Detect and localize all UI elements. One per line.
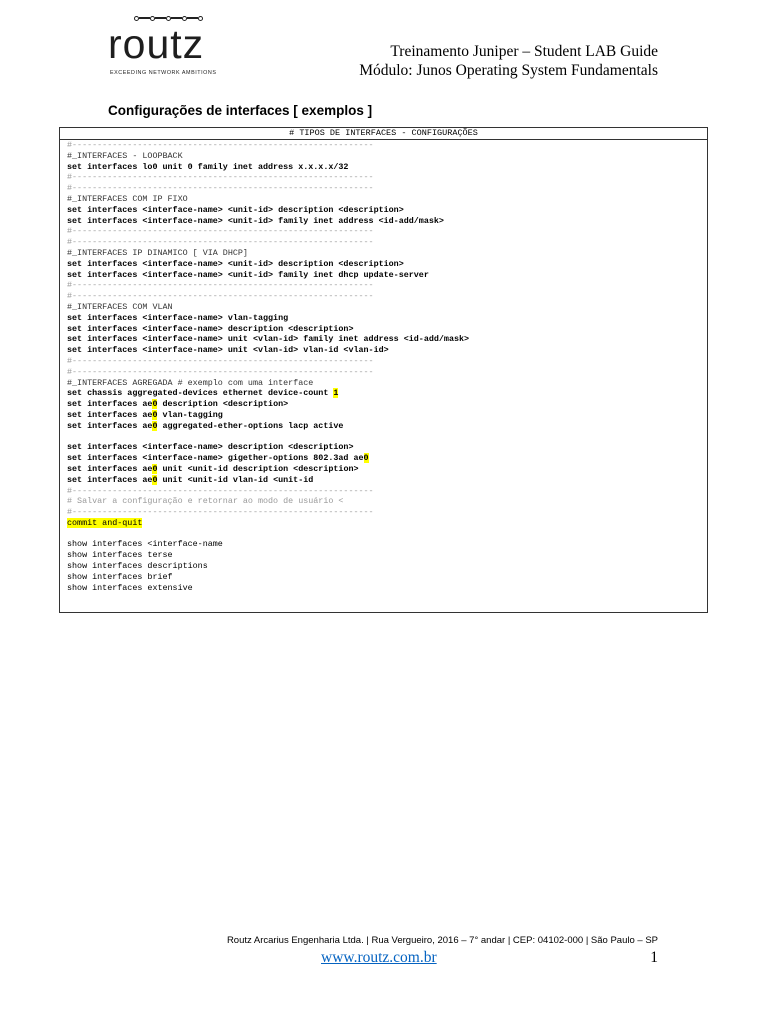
command-text: unit <unit-id vlan-id <unit-id bbox=[157, 474, 314, 485]
separator-line: #------------------------------------------------------------ bbox=[67, 507, 374, 518]
highlighted-value: 0 bbox=[152, 474, 158, 485]
code-command: set interfaces <interface-name> <unit-id> family inet address <id-add/mask> bbox=[67, 215, 444, 226]
code-listing bbox=[59, 127, 708, 613]
separator-line: #------------------------------------------------------------ bbox=[67, 140, 374, 150]
code-comment: #_INTERFACES AGREGADA # exemplo com uma interface bbox=[67, 377, 314, 388]
code-command: set interfaces <interface-name> unit <vlan-id> vlan-id <vlan-id> bbox=[67, 345, 389, 356]
footer-address: Routz Arcarius Engenharia Ltda. | Rua Vergueiro, 2016 – 7° andar | CEP: 04102-000 | São Paulo – SP bbox=[226, 935, 658, 946]
command-text: set interfaces ae bbox=[67, 463, 153, 474]
highlighted-value: 0 bbox=[152, 399, 158, 410]
code-comment: #_INTERFACES COM IP FIXO bbox=[67, 193, 188, 204]
show-command: show interfaces brief bbox=[67, 571, 173, 582]
highlighted-value: 0 bbox=[152, 409, 158, 420]
code-command: set interfaces <interface-name> <unit-id> description <description> bbox=[67, 204, 404, 215]
command-text: set interfaces <interface-name> gigether-options 802.3ad ae bbox=[67, 453, 364, 464]
command-text: set interfaces ae bbox=[67, 399, 153, 410]
show-command: show interfaces descriptions bbox=[67, 561, 208, 572]
website-link[interactable]: www.routz.com.br bbox=[321, 949, 437, 966]
code-comment: #_INTERFACES IP DINAMICO [ VIA DHCP] bbox=[67, 247, 248, 258]
code-command bbox=[67, 410, 707, 421]
code-listing-header: # TIPOS DE INTERFACES - CONFIGURAÇÕES bbox=[60, 128, 707, 140]
separator-line: #------------------------------------------------------------ bbox=[67, 237, 374, 248]
blank-line bbox=[67, 432, 707, 443]
header-line-1: Treinamento Juniper – Student LAB Guide bbox=[390, 43, 658, 60]
code-command bbox=[67, 475, 707, 486]
separator-line: #------------------------------------------------------------ bbox=[67, 172, 374, 183]
separator-line: #------------------------------------------------------------ bbox=[67, 485, 374, 496]
page-number: 1 bbox=[650, 949, 658, 966]
section-title: Configurações de interfaces [ exemplos ] bbox=[108, 103, 373, 118]
code-command bbox=[67, 464, 707, 475]
command-text: description <description> bbox=[157, 399, 289, 410]
code-comment: #_INTERFACES - LOOPBACK bbox=[67, 150, 183, 161]
code-command: set interfaces lo0 unit 0 family inet address x.x.x.x/32 bbox=[67, 161, 349, 172]
blank-line bbox=[67, 529, 707, 540]
highlighted-value: 0 bbox=[152, 463, 158, 474]
document-header bbox=[359, 42, 658, 80]
command-text: unit <unit-id description <description> bbox=[157, 463, 359, 474]
separator-line: #------------------------------------------------------------ bbox=[67, 291, 374, 302]
show-command: show interfaces terse bbox=[67, 550, 173, 561]
code-command: set interfaces <interface-name> <unit-id> family inet dhcp update-server bbox=[67, 269, 429, 280]
highlighted-value: 0 bbox=[363, 453, 369, 464]
code-command bbox=[67, 453, 707, 464]
header-line-2: Módulo: Junos Operating System Fundamentals bbox=[359, 62, 658, 79]
commit-command bbox=[67, 518, 707, 529]
code-comment: # Salvar a configuração e retornar ao modo de usuário < bbox=[67, 496, 344, 507]
command-text: vlan-tagging bbox=[157, 409, 223, 420]
code-listing-body bbox=[60, 140, 707, 593]
separator-line: #------------------------------------------------------------ bbox=[67, 183, 374, 194]
code-command: set interfaces <interface-name> description <description> bbox=[67, 323, 354, 334]
code-command: set interfaces <interface-name> unit <vlan-id> family inet address <id-add/mask> bbox=[67, 334, 470, 345]
code-command: set interfaces <interface-name> vlan-tagging bbox=[67, 312, 289, 323]
separator-line: #------------------------------------------------------------ bbox=[67, 355, 374, 366]
code-command: set interfaces <interface-name> <unit-id> description <description> bbox=[67, 258, 404, 269]
command-text: set chassis aggregated-devices ethernet device-count bbox=[67, 388, 334, 399]
separator-line: #------------------------------------------------------------ bbox=[67, 226, 374, 237]
code-command bbox=[67, 399, 707, 410]
logo-tagline: EXCEEDING NETWORK AMBITIONS bbox=[110, 70, 217, 76]
command-text: aggregated-ether-options lacp active bbox=[157, 420, 344, 431]
command-text: set interfaces ae bbox=[67, 420, 153, 431]
routz-logo bbox=[108, 12, 232, 76]
code-command: set interfaces <interface-name> description <description> bbox=[67, 442, 354, 453]
show-command: show interfaces extensive bbox=[67, 582, 193, 593]
logo-wordmark: routz bbox=[108, 21, 205, 67]
code-command bbox=[67, 421, 707, 432]
code-command bbox=[67, 388, 707, 399]
show-command: show interfaces <interface-name bbox=[67, 539, 223, 550]
code-comment: #_INTERFACES COM VLAN bbox=[67, 301, 173, 312]
separator-line: #------------------------------------------------------------ bbox=[67, 366, 374, 377]
highlighted-value: 1 bbox=[333, 388, 339, 399]
highlighted-value: 0 bbox=[152, 420, 158, 431]
highlighted-command: commit and-quit bbox=[67, 517, 143, 528]
separator-line: #------------------------------------------------------------ bbox=[67, 280, 374, 291]
command-text: set interfaces ae bbox=[67, 409, 153, 420]
command-text: set interfaces ae bbox=[67, 474, 153, 485]
